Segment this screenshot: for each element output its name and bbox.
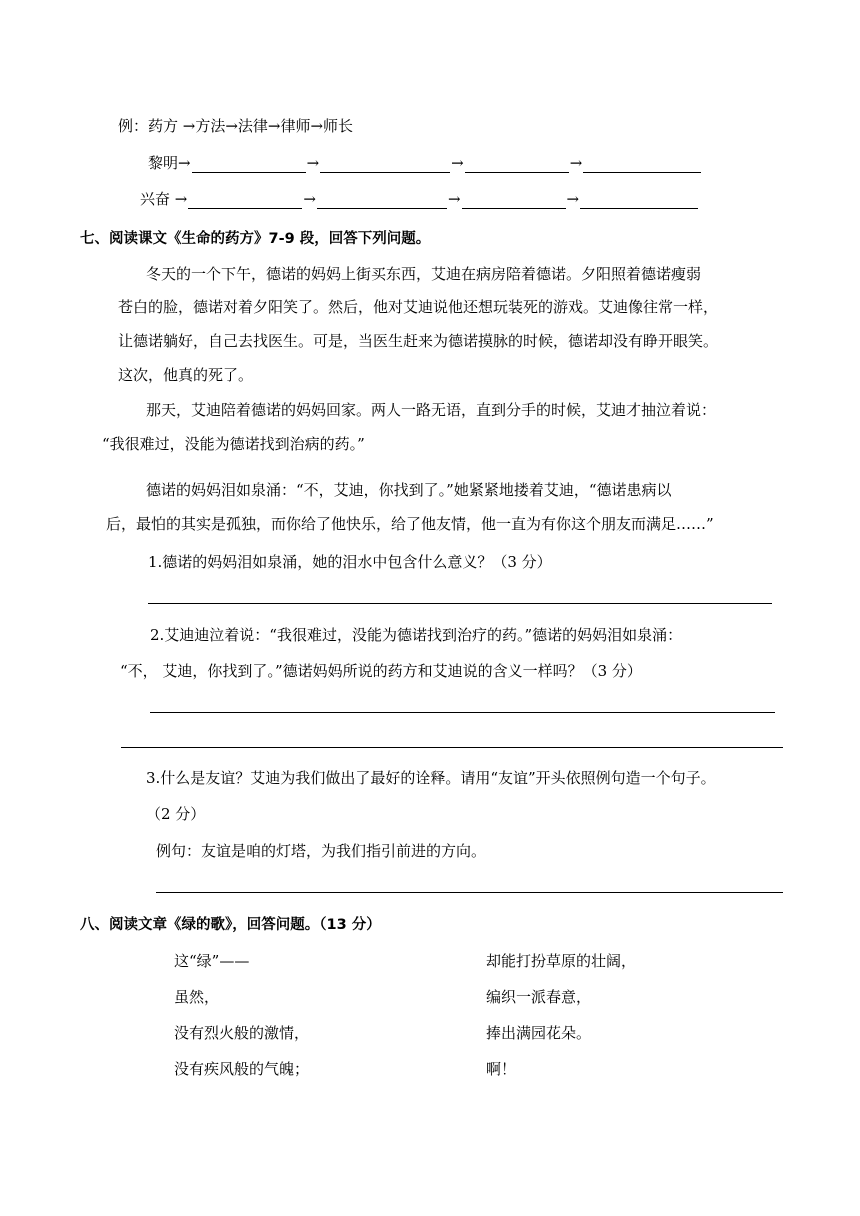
answer-line[interactable]: [121, 747, 783, 748]
example-line: 例：药方 →方法→法律→律师→师长: [118, 117, 354, 135]
passage-line: “我很难过，没能为德诺找到治病的药。”: [102, 435, 365, 453]
passage-line: 冬天的一个下午，德诺的妈妈上街买东西，艾迪在病房陪着德诺。夕阳照着德诺瘦弱: [146, 265, 702, 283]
poem-line: 编织一派春意，: [486, 988, 592, 1006]
answer-line[interactable]: [150, 712, 775, 713]
passage-line: 让德诺躺好，自己去找医生。可是，当医生赶来为德诺摸脉的时候，德诺却没有睁开眼笑。: [118, 332, 719, 350]
blank-line[interactable]: [465, 156, 569, 173]
passage-line: 后，最怕的其实是孤独，而你给了他快乐，给了他友情，他一直为有你这个朋友而满足……”: [106, 515, 714, 533]
poem-line: 这“绿”——: [174, 952, 250, 970]
poem-line: 捧出满园花朵。: [486, 1024, 592, 1042]
question-2-line: 2.艾迪迪泣着说：“我很难过，没能为德诺找到治疗的药。”德诺的妈妈泪如泉涌：: [150, 626, 683, 644]
poem-line: 却能打扮草原的壮阔，: [486, 952, 637, 970]
blank-line[interactable]: [320, 156, 450, 173]
poem-line: 没有烈火般的激情，: [174, 1024, 310, 1042]
blank-line[interactable]: [580, 192, 698, 209]
poem-line: 虽然，: [174, 988, 220, 1006]
section-7-heading: 七、阅读课文《生命的药方》7-9 段，回答下列问题。: [80, 231, 431, 247]
question-3-line: 3.什么是友谊？艾迪为我们做出了最好的诠释。请用“友谊”开头依照例句造一个句子。: [146, 769, 716, 787]
question-3-line: （2 分）: [146, 805, 206, 823]
word-chain-1: 黎明→ → → →: [148, 152, 702, 173]
blank-line[interactable]: [317, 192, 447, 209]
blank-line[interactable]: [462, 192, 566, 209]
blank-line[interactable]: [583, 156, 701, 173]
chain-start-word: 兴奋: [140, 190, 175, 208]
poem-line: 没有疾风般的气魄；: [174, 1060, 310, 1078]
passage-line: 这次，他真的死了。: [118, 366, 254, 384]
chain-start-word: 黎明: [148, 154, 179, 172]
passage-line: 苍白的脸，德诺对着夕阳笑了。然后，他对艾迪说他还想玩装死的游戏。艾迪像往常一样，: [118, 298, 719, 316]
word-chain-2: 兴奋 → → → →: [140, 188, 699, 209]
question-1: 1.德诺的妈妈泪如泉涌，她的泪水中包含什么意义？（3 分）: [148, 553, 552, 571]
poem-line: 啊！: [486, 1060, 517, 1078]
passage-line: 德诺的妈妈泪如泉涌：“不，艾迪，你找到了。”她紧紧地搂着艾迪，“德诺患病以: [146, 481, 672, 499]
blank-line[interactable]: [188, 192, 302, 209]
section-8-heading: 八、阅读文章《绿的歌》，回答问题。（13 分）: [80, 917, 381, 933]
question-2-line: “不， 艾迪，你找到了。”德诺妈妈所说的药方和艾迪说的含义一样吗？（3 分）: [120, 662, 642, 680]
answer-line[interactable]: [148, 603, 772, 604]
question-3-example: 例句：友谊是咱的灯塔，为我们指引前进的方向。: [156, 842, 487, 860]
blank-line[interactable]: [192, 156, 306, 173]
passage-line: 那天，艾迪陪着德诺的妈妈回家。两人一路无语，直到分手的时候，艾迪才抽泣着说：: [146, 401, 717, 419]
answer-line[interactable]: [156, 892, 783, 893]
